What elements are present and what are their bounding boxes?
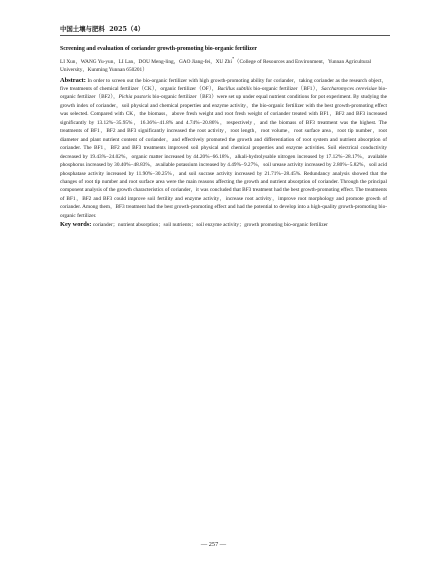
journal-name: 中国土壤与肥料 xyxy=(60,25,105,33)
journal-issue: 2025（4） xyxy=(109,25,145,33)
abstract-text-3: bio-organic fertilizer（BF2）， xyxy=(60,86,387,101)
species-name-bacillus: Bacillus subtilis xyxy=(217,86,252,93)
keywords-paragraph xyxy=(60,221,387,229)
abstract-label: Abstract: xyxy=(60,76,86,84)
english-abstract-block xyxy=(60,46,387,230)
page-number: — 257 — xyxy=(200,541,227,548)
author-line xyxy=(60,55,387,75)
author-names: LI Xun，WANG Yu-yun，LI Lan，DOU Meng-ling，GAO Jiang-fei，XU Zhi xyxy=(60,58,232,65)
abstract-text-1: In order to screen out the bio-organic fertilizer with high growth-promoting ability for coriander，taking coriander as the research object，five treatments of chemical fertilizer（CK），organic fertilizer（OF）， xyxy=(60,77,387,93)
abstract-paragraph xyxy=(60,77,387,221)
article-title: Screening and evaluation of coriander growth-promoting bio-organic fertilizer xyxy=(60,46,258,52)
running-header xyxy=(60,24,390,36)
species-name-saccharomyces: Saccharomyces cerevisiae xyxy=(321,86,377,93)
keywords-text: coriander；nutrient absorption；soil nutrients；soil enzyme activity；growth promoting bio-organic fertilizer xyxy=(92,222,328,229)
keywords-label: Key words: xyxy=(60,221,92,229)
abstract-text-4: bio-organic fertilizer（BF3）were set up under equal nutrient conditions for pot experiment. By studying the growth index of coriander，soil physical and chemical properties and enzyme activity，the bio-organic fertilizer with the best growth-promoting effect was selected. Compared with CK，the biomass，above fresh weight and root fresh weight of coriander treated with BF1，BF2 and BF3 increased significantly by 13.12%−35.95%，16.36%−41.8% and 4.74%−20.86%，respectively，and the biomass of BF3 treatment was the highest. The treatments of BF1，BF2 and BF3 significantly increased the root activity，root length，root volume，root surface area，root tip number，root diameter and plant nutrient content of coriander，and effectively promoted the growth and differentiation of root system and nutrient absorption of coriander. The BF1，BF2 and BF3 treatments improved soil physical and chemical properties and enzyme activities. Soil electrical conductivity decreased by 19.43%−24.02%，organic matter increased by 44.20%−66.18%，alkali-hydrolysable nitrogen increased by 17.12%−28.17%，available phosphorus increased by 30.40%−48.83%，available potassium increased by 4.49%−9.27%，soil urease activity increased by 2.80%−5.82%，soil acid phosphatase activity increased by 11.90%−30.25%，and soil sucrase activity increased by 21.71%−28.45%. Redundancy analysis showed that the changes of root tip number and root surface area were the main reasons affecting the growth and nutrient absorption of coriander. Through the principal component analysis of the growth characteristics of coriander，it was concluded that BF3 treatment had the best growth-promoting effect. The treatments of BF1，BF2 and BF3 could improve soil fertility and enzyme activity，increase root activity，improve root morphology and promote growth of coriander. Among them，BF3 treatment had the best growth-promoting effect and had the potential to develop into a high-quality growth-promoting bio-organic fertilizer. xyxy=(60,94,387,219)
corresponding-author-mark: * xyxy=(231,56,235,61)
species-name-pichia: Pichia pastoris xyxy=(118,94,151,101)
abstract-text-2: bio-organic fertilizer（BF1）， xyxy=(251,86,322,93)
author-affiliation: （College of Resources and Environment，Yunnan Agricultural University，Kunming Yunnan 650201） xyxy=(60,58,372,74)
